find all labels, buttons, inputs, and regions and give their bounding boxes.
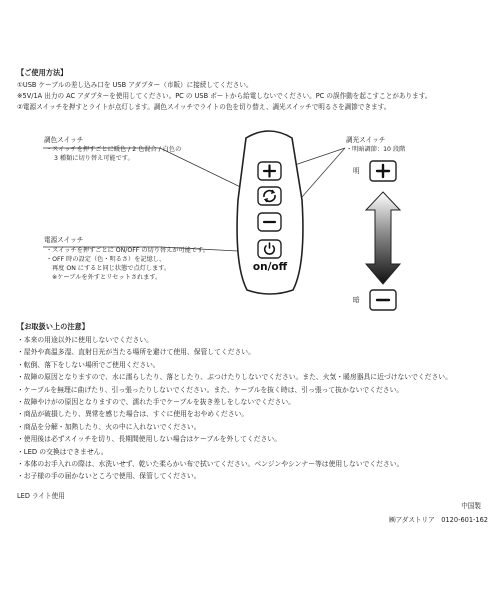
notice-item: ・本体のお手入れの際は、水洗いせず、乾いた柔らかい布で拭いてください。ベンジンやシンナー等は使用しないでください。 <box>17 460 404 469</box>
notice-title: 【お取扱い上の注意】 <box>17 322 89 331</box>
notice-list <box>17 334 452 483</box>
brightness-arrow-icon <box>366 192 400 284</box>
usage-line: ②電源スイッチを押すとライトが点灯します。調色スイッチでライトの色を切り替え、調光スイッチで明るさを調節できます。 <box>17 103 391 111</box>
remote-plus-button <box>258 162 281 180</box>
color-switch-title: 調色スイッチ <box>44 136 84 144</box>
notice-item: ・ケーブルを無理に曲げたり、引っ張ったりしないでください。また、ケーブルを抜く時は、引っ張って抜かないでください。 <box>17 385 404 394</box>
bright-label: 明 <box>353 167 360 175</box>
dimmer-switch-title: 調光スイッチ <box>346 136 386 144</box>
power-switch-line: ・スイッチを押すごとに ON/OFF の切り替えが可能です。 <box>46 247 209 254</box>
color-switch-line: ・スイッチを押すごとに暖色 / 2 色混合 / 白色の <box>46 146 182 153</box>
dark-label: 暗 <box>353 296 360 304</box>
power-switch-line: 再度 ON にすると同じ状態で点灯します。 <box>52 265 171 272</box>
usage-line: ※5V/1A 出力の AC アダプターを使用してください。PC の USB ポートから給電しないでください。PC の誤作動を起こすことがあります。 <box>17 92 432 100</box>
power-switch-title: 電源スイッチ <box>44 236 84 244</box>
notice-item: ・本来の用途以外に使用しないでください。 <box>17 336 153 344</box>
notice-item: ・商品を分解・加熱したり、火の中に入れないでください。 <box>17 422 201 431</box>
color-switch-line: 3 種類に切り替え可能です。 <box>54 155 134 162</box>
notice-item: ・お子様の手の届かないところで使用、保管してください。 <box>17 472 201 481</box>
led-label: LED ライト使用 <box>17 492 65 500</box>
scale-minus-box <box>370 290 396 310</box>
remote-minus-button <box>258 213 281 231</box>
remote-power-button <box>258 240 281 258</box>
company-contact: ㈱アダストリア 0120-601-162 <box>389 516 488 524</box>
power-switch-line: ・OFF 時の設定（色・明るさ）を記憶し、 <box>46 256 166 263</box>
notice-item: ・故障の原因となりますので、水に濡らしたり、落としたり、ぶつけたりしないでください。また、火気・暖房器具に近づけないでください。 <box>17 373 452 382</box>
notice-item: ・転倒、落下をしない場所でご使用ください。 <box>17 360 160 369</box>
dimmer-switch-line: ・明暗調節：10 段階 <box>346 146 406 153</box>
power-switch-line: ※ケーブルを外すとリセットされます。 <box>52 274 162 281</box>
notice-item: ・屋外や高温多湿、直射日光が当たる場所を避けて使用、保管してください。 <box>17 348 255 357</box>
origin-label: 中国製 <box>461 502 481 510</box>
notice-item: ・商品が破損したり、異常を感じた場合は、すぐに使用をおやめください。 <box>17 410 249 419</box>
usage-title: 【ご使用方法】 <box>17 68 68 77</box>
onoff-label: on/off <box>252 261 288 273</box>
notice-item: ・使用後は必ずスイッチを切り、長期間使用しない場合はケーブルを外してください。 <box>17 435 281 444</box>
usage-line: ①USB ケーブルの差し込み口を USB アダプター（市販）に接続してください。 <box>17 81 253 89</box>
scale-plus-box <box>370 161 396 181</box>
notice-item: ・LED の交換はできません。 <box>17 447 108 456</box>
notice-item: ・故障やけがの原因となりますので、濡れた手でケーブルを抜き差しをしないでください。 <box>17 398 295 407</box>
remote-color-button <box>258 187 281 205</box>
